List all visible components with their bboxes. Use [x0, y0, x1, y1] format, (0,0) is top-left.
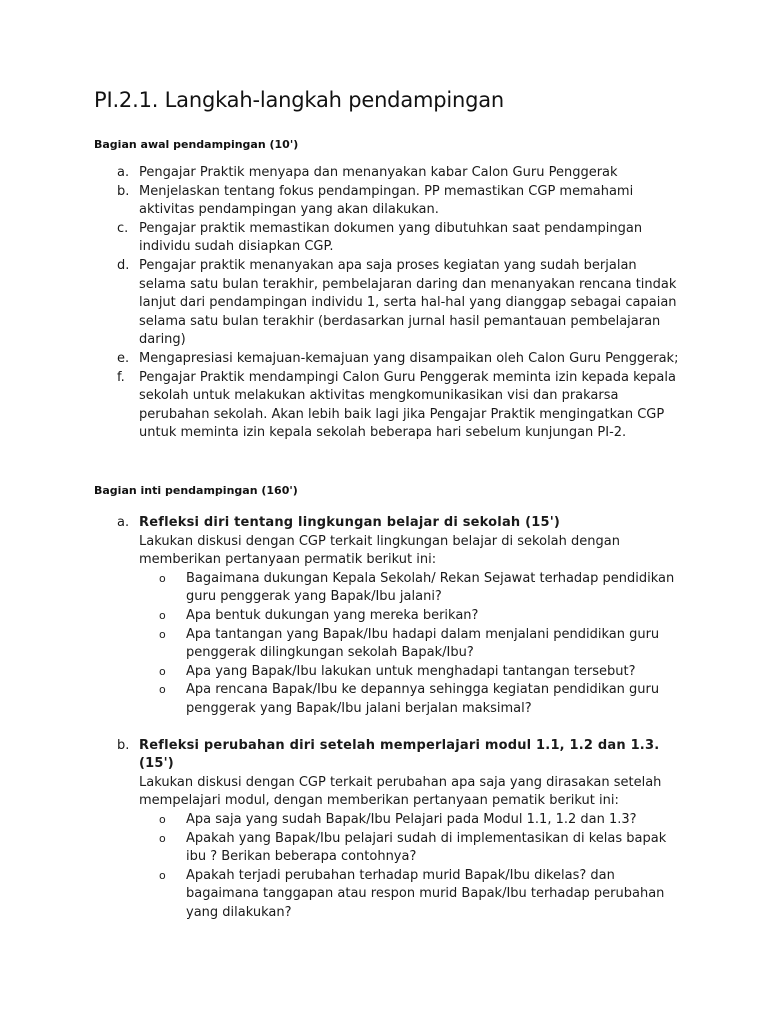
question-text: Apakah terjadi perubahan terhadap murid Bapak/Ibu dikelas? dan bagaimana tanggapan atau respon murid Bapak/Ibu terhadap perubahan yang dilakukan?	[186, 867, 665, 920]
question-text: Apa rencana Bapak/Ibu ke depannya sehingga kegiatan pendidikan guru penggerak yang Bapak/Ibu jalani berjalan maksimal?	[186, 682, 660, 716]
subsection-description: Lakukan diskusi dengan CGP terkait lingkungan belajar di sekolah dengan memberikan pertanyaan permatik berikut ini:	[139, 533, 620, 568]
section-title-awal: Bagian awal pendampingan (10')	[94, 138, 299, 151]
question-text: Apakah yang Bapak/Ibu pelajari sudah di implementasikan di kelas bapak ibu ? Berikan beberapa contohnya?	[186, 830, 667, 865]
list-marker: a.	[117, 515, 130, 530]
list-marker: b.	[117, 737, 130, 753]
list-awal	[94, 164, 684, 443]
question-text: Apa tantangan yang Bapak/Ibu hadapi dalam menjalani pendidikan guru penggerak dilingkungan sekolah Bapak/Ibu?	[186, 626, 660, 661]
list-marker: c.	[117, 220, 129, 236]
bullet-marker: o	[159, 683, 166, 697]
list-item	[94, 514, 684, 719]
list-marker: b.	[117, 183, 130, 199]
question-text: Bagaimana dukungan Kepala Sekolah/ Rekan Sejawat terhadap pendidikan guru penggerak yang Bapak/Ibu jalani?	[186, 570, 675, 605]
bullet-marker: o	[159, 571, 166, 585]
question-item	[139, 867, 684, 923]
question-item	[139, 811, 684, 830]
subsection-description: Lakukan diskusi dengan CGP terkait perubahan apa saja yang dirasakan setelah mempelajari modul, dengan memberikan pertanyaan pematik berikut ini:	[139, 774, 662, 809]
list-item-text: Pengajar praktik menanyakan apa saja proses kegiatan yang sudah berjalan selama satu bulan terakhir, pembelajaran daring dan menanyakan rencana tindak lanjut dari pendampingan individu 1, serta hal-hal yang dianggap sebagai capaian selama satu bulan terakhir (berdasarkan jurnal hasil pemantauan pembelajaran daring)	[139, 257, 677, 348]
subsection-heading: Refleksi diri tentang lingkungan belajar di sekolah (15')	[139, 515, 561, 530]
list-item-text: Pengajar Praktik menyapa dan menanyakan kabar Calon Guru Penggerak	[139, 165, 618, 180]
question-item	[139, 607, 684, 626]
list-item-text: Pengajar praktik memastikan dokumen yang dibutuhkan saat pendampingan individu sudah disiapkan CGP.	[139, 220, 643, 255]
list-item	[94, 369, 684, 443]
list-inti	[94, 514, 684, 922]
list-marker: e.	[117, 350, 130, 366]
bullet-marker: o	[159, 664, 166, 678]
list-marker: a.	[117, 165, 130, 180]
bullet-marker: o	[159, 868, 166, 882]
bullet-marker: o	[159, 608, 166, 622]
question-item	[139, 681, 684, 718]
question-item	[139, 570, 684, 607]
subsection-heading: Refleksi perubahan diri setelah memperlajari modul 1.1, 1.2 dan 1.3. (15')	[139, 737, 660, 772]
question-item	[139, 626, 684, 663]
bullet-marker: o	[159, 831, 166, 845]
section-title-inti: Bagian inti pendampingan (160')	[94, 484, 298, 497]
list-item	[94, 737, 684, 923]
question-text: Apa yang Bapak/Ibu lakukan untuk menghadapi tantangan tersebut?	[186, 663, 636, 679]
list-item	[94, 220, 684, 257]
list-item	[94, 350, 684, 369]
bullet-marker: o	[159, 627, 166, 641]
question-list	[139, 811, 684, 923]
list-item	[94, 257, 684, 350]
list-marker: f.	[117, 369, 125, 385]
list-item-text: Pengajar Praktik mendampingi Calon Guru Penggerak meminta izin kepada kepala sekolah untuk melakukan aktivitas mengkomunikasikan visi dan prakarsa perubahan sekolah. Akan lebih baik lagi jika Pengajar Praktik mengingatkan CGP untuk meminta izin kepala sekolah beberapa hari sebelum kunjungan PI-2.	[139, 369, 676, 441]
question-item	[139, 663, 684, 682]
question-text: Apa saja yang sudah Bapak/Ibu Pelajari pada Modul 1.1, 1.2 dan 1.3?	[186, 811, 637, 827]
question-text: Apa bentuk dukungan yang mereka berikan?	[186, 607, 479, 623]
page-title: PI.2.1. Langkah-langkah pendampingan	[94, 88, 505, 112]
list-marker: d.	[117, 257, 130, 273]
question-item	[139, 830, 684, 867]
bullet-marker: o	[159, 812, 166, 826]
list-item-text: Menjelaskan tentang fokus pendampingan. PP memastikan CGP memahami aktivitas pendampingan yang akan dilakukan.	[139, 183, 634, 218]
list-item	[94, 183, 684, 220]
list-item	[94, 164, 684, 183]
list-item-text: Mengapresiasi kemajuan-kemajuan yang disampaikan oleh Calon Guru Penggerak;	[139, 350, 679, 366]
question-list	[139, 570, 684, 719]
